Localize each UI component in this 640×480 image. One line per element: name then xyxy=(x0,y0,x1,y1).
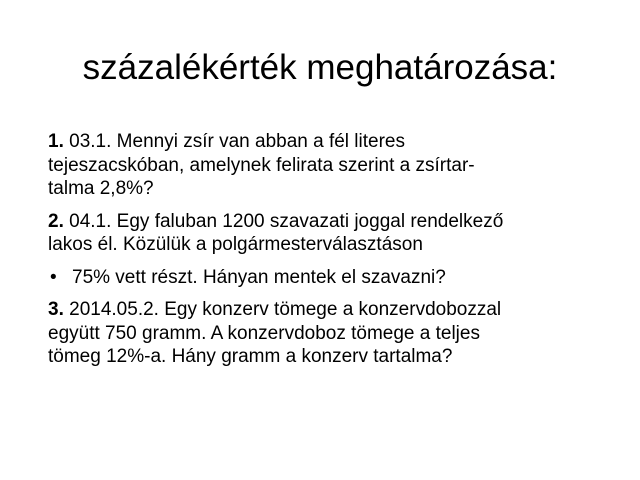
problem-1-number: 1. xyxy=(48,131,64,152)
problem-2 xyxy=(48,210,618,257)
problem-1-line-3: talma 2,8%? xyxy=(48,178,154,199)
problem-2-text-1: 04.1. Egy faluban 1200 szavazati joggal rendelkező xyxy=(63,210,504,232)
slide-content xyxy=(48,130,618,378)
problem-3-line-1 xyxy=(48,298,618,322)
problem-3-number: 3. xyxy=(48,299,64,320)
problem-2-line-1 xyxy=(48,210,618,234)
problem-1-text-1: 03.1. Mennyi zsír van abban a fél literes xyxy=(63,131,405,152)
problem-2-number: 2. xyxy=(48,210,64,232)
problem-3-line-3: tömeg 12%-a. Hány gramm a konzerv tartalma? xyxy=(48,346,453,367)
bullet-item xyxy=(48,266,618,290)
bullet-text: 75% vett részt. Hányan mentek el szavazni? xyxy=(72,266,446,288)
bullet-dot-icon: • xyxy=(50,266,57,288)
problem-1-line-1 xyxy=(48,130,618,154)
slide-title: százalékérték meghatározása: xyxy=(82,48,558,87)
problem-3 xyxy=(48,298,618,369)
problem-3-text-1: 2014.05.2. Egy konzerv tömege a konzervdobozzal xyxy=(63,299,502,320)
problem-1 xyxy=(48,130,618,201)
problem-3-line-2: együtt 750 gramm. A konzervdoboz tömege a teljes xyxy=(48,322,480,344)
problem-2-line-2: lakos él. Közülük a polgármesterválasztáson xyxy=(48,234,423,255)
problem-1-line-2: tejeszacskóban, amelynek felirata szerint a zsírtar- xyxy=(48,154,475,176)
